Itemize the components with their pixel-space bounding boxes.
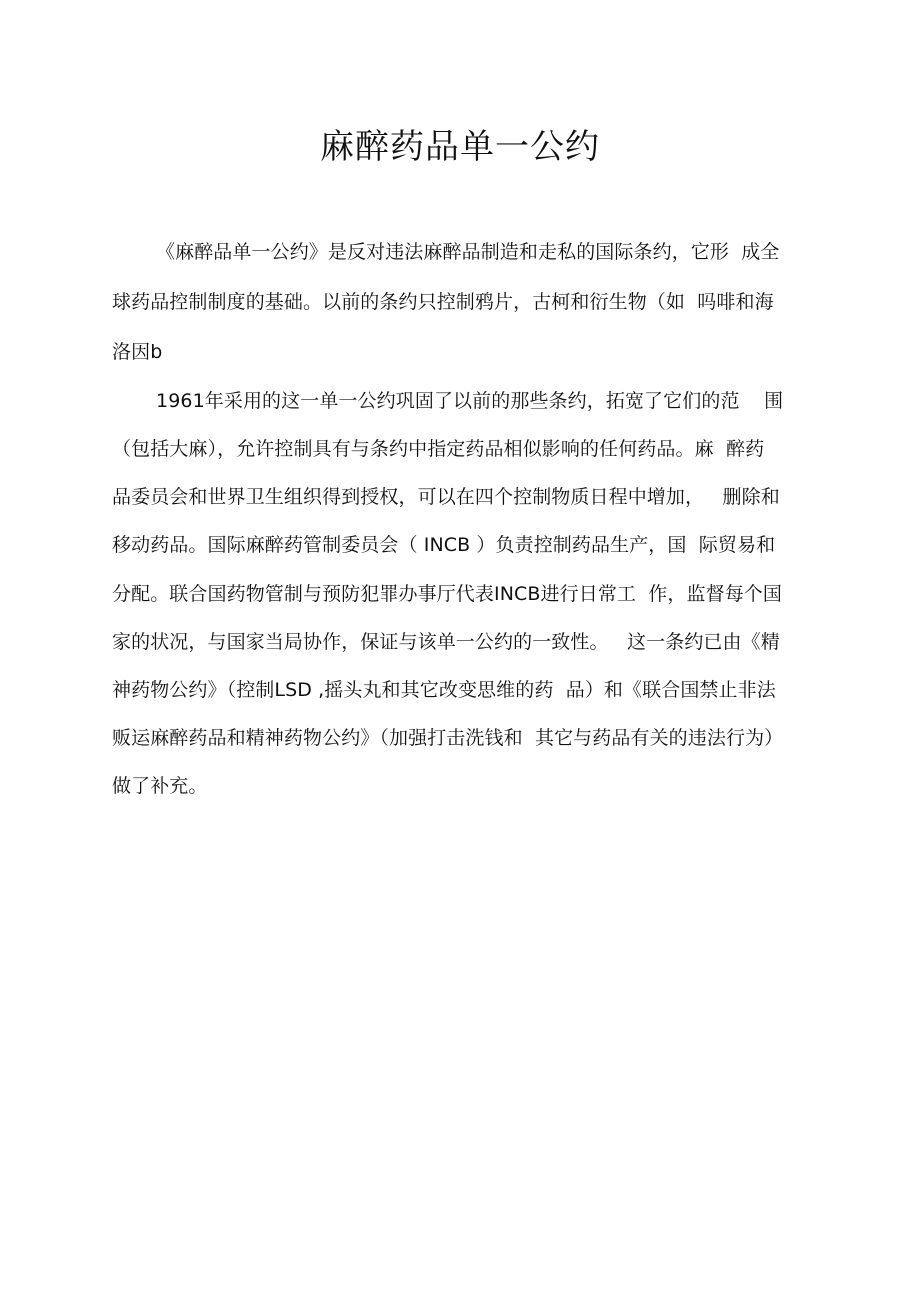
paragraph-line: 品委员会和世界卫生组织得到授权，可以在四个控制物质日程中增加， 删除和 [112,486,780,508]
paragraph-line: 1961年采用的这一单一公约巩固了以前的那些条约，拓宽了它们的范 围 [156,390,784,412]
paragraph-line: （包括大麻），允许控制具有与条约中指定药品相似影响的任何药品。麻 醉药 [112,438,765,460]
paragraph-line: 洛因b [112,341,163,363]
paragraph-line: 移动药品。国际麻醉药管制委员会（ INCB ）负责控制药品生产，国 际贸易和 [112,534,776,556]
paragraph-line: 分配。联合国药物管制与预防犯罪办事厅代表INCB进行日常工 作，监督每个国 [112,583,782,605]
paragraph-line: 贩运麻醉药品和精神药物公约》（加强打击洗钱和 其它与药品有关的违法行为） [112,727,784,749]
paragraph-line: 《麻醉品单一公约》是反对违法麻醉品制造和走私的国际条约，它形 成全 [156,241,780,263]
paragraph-line: 做了补充。 [112,775,208,797]
paragraph-line: 球药品控制制度的基础。以前的条约只控制鸦片，古柯和衍生物（如 吗啡和海 [112,291,774,313]
paragraph-line: 家的状况，与国家当局协作，保证与该单一公约的一致性。 这一条约已由《精 [112,631,780,653]
document-title: 麻醉药品单一公约 [320,127,600,167]
paragraph-line: 神药物公约》（控制LSD ,摇头丸和其它改变思维的药 品）和《联合国禁止非法 [112,679,776,701]
